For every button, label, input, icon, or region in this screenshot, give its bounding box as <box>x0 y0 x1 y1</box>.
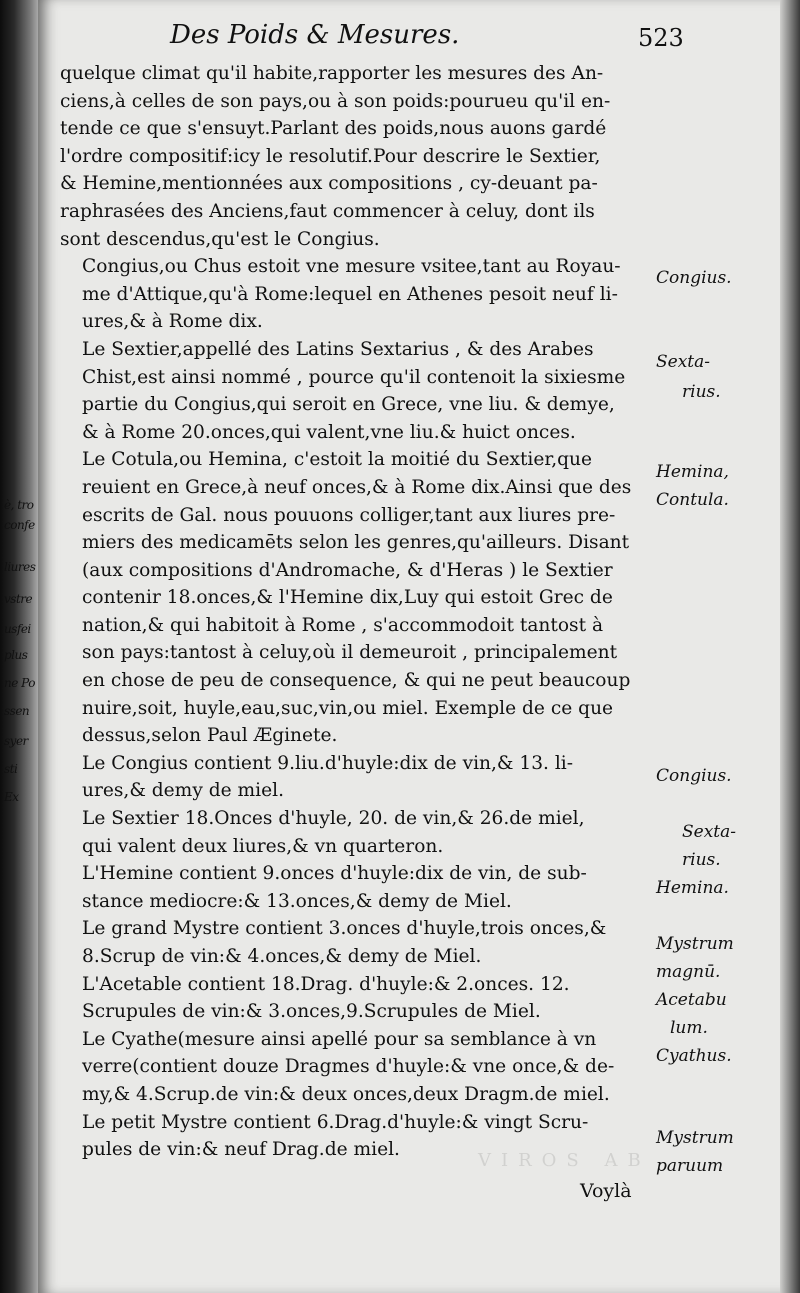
facing-page-fragment: usfei <box>4 622 31 636</box>
text-line: ciens,à celles de son pays,ou à son poids:pourueu qu'il en- <box>60 90 611 112</box>
running-head: Des Poids & Mesures. <box>170 20 460 50</box>
paragraph <box>60 336 670 446</box>
paragraph <box>60 60 670 253</box>
text-line: L'Acetable contient 18.Drag. d'huyle:& 2.onces. 12. <box>82 973 570 995</box>
facing-page-fragment: sti <box>4 762 18 776</box>
show-through-text: VIROS AB <box>478 1150 651 1171</box>
paragraph <box>60 253 670 336</box>
margin-note: Contula. <box>656 490 729 510</box>
text-line: quelque climat qu'il habite,rapporter les mesures des An- <box>60 63 604 84</box>
margin-note: Congius. <box>656 268 732 288</box>
text-line: son pays:tantost à celuy,où il demeuroit , principalement <box>82 642 618 664</box>
paragraph <box>60 1109 670 1164</box>
margin-note: Sexta- <box>682 822 737 842</box>
facing-page-fragment: syer <box>4 734 28 748</box>
text-line: reuient en Grece,à neuf onces,& à Rome dix.Ainsi que des <box>82 476 632 498</box>
margin-note: Cyathus. <box>656 1046 732 1066</box>
paragraph <box>60 446 670 750</box>
paragraph <box>60 860 670 915</box>
margin-note: paruum <box>656 1156 724 1176</box>
text-line: Le Sextier,appellé des Latins Sextarius , & des Arabes <box>82 338 594 360</box>
facing-page-fragment: è, tro <box>4 498 34 512</box>
text-line: Scrupules de vin:& 3.onces,9.Scrupules de Miel. <box>82 1001 541 1023</box>
text-line: sont descendus,qu'est le Congius. <box>60 228 380 250</box>
margin-note: Acetabu <box>656 990 727 1010</box>
text-line: Le Sextier 18.Onces d'huyle, 20. de vin,& 26.de miel, <box>82 808 585 830</box>
margin-note: Mystrum <box>656 934 734 954</box>
text-line: (aux compositions d'Andromache, & d'Heras ) le Sextier <box>82 559 613 581</box>
paragraph <box>60 1026 670 1109</box>
page-fore-edge <box>780 0 800 1293</box>
paragraph <box>60 971 670 1026</box>
text-line: stance mediocre:& 13.onces,& demy de Miel. <box>82 890 512 912</box>
margin-note: Mystrum <box>656 1128 734 1148</box>
text-line: qui valent deux liures,& vn quarteron. <box>82 835 444 857</box>
text-line: Congius,ou Chus estoit vne mesure vsitee,tant au Royau- <box>82 256 621 278</box>
facing-page-fragment: confe <box>4 518 35 532</box>
page <box>38 0 780 1293</box>
text-line: ures,& demy de miel. <box>82 780 284 802</box>
paragraph <box>60 915 670 970</box>
text-line: Chist,est ainsi nommé , pource qu'il contenoit la sixiesme <box>82 366 626 388</box>
text-line: Le Congius contient 9.liu.d'huyle:dix de vin,& 13. li- <box>82 752 574 774</box>
text-line: me d'Attique,qu'à Rome:lequel en Athenes pesoit neuf li- <box>82 283 618 305</box>
margin-note: lum. <box>670 1018 708 1038</box>
text-line: Le petit Mystre contient 6.Drag.d'huyle:& vingt Scru- <box>82 1111 589 1133</box>
text-line: verre(contient douze Dragmes d'huyle:& vne once,& de- <box>82 1056 615 1078</box>
text-line: Le Cyathe(mesure ainsi apellé pour sa semblance à vn <box>82 1028 597 1050</box>
text-line: ures,& à Rome dix. <box>82 311 263 333</box>
text-line: pules de vin:& neuf Drag.de miel. <box>82 1139 400 1161</box>
facing-page-fragment: Ex <box>4 790 19 804</box>
text-line: my,& 4.Scrup.de vin:& deux onces,deux Dragm.de miel. <box>82 1083 610 1105</box>
body-text <box>60 60 670 1164</box>
paragraph <box>60 750 670 805</box>
text-line: & Hemine,mentionnées aux compositions , cy-deuant pa- <box>60 173 598 195</box>
facing-page-fragment: ssen <box>4 704 30 718</box>
text-line: contenir 18.onces,& l'Hemine dix,Luy qui estoit Grec de <box>82 587 613 609</box>
facing-page-edge <box>0 0 40 1293</box>
facing-page-fragment: plus <box>4 648 28 662</box>
text-line: escrits de Gal. nous pouuons colliger,tant aux liures pre- <box>82 504 616 526</box>
text-line: dessus,selon Paul Æginete. <box>82 725 338 747</box>
page-number: 523 <box>638 24 684 52</box>
facing-page-fragment: vstre <box>4 592 33 606</box>
text-line: & à Rome 20.onces,qui valent,vne liu.& huict onces. <box>82 421 576 443</box>
paragraph <box>60 805 670 860</box>
text-line: en chose de peu de consequence, & qui ne peut beaucoup <box>82 670 631 692</box>
text-line: Le Cotula,ou Hemina, c'estoit la moitié du Sextier,que <box>82 449 593 471</box>
text-line: 8.Scrup de vin:& 4.onces,& demy de Miel. <box>82 946 482 967</box>
text-line: L'Hemine contient 9.onces d'huyle:dix de vin, de sub- <box>82 863 587 885</box>
margin-note: Congius. <box>656 766 732 786</box>
text-line: partie du Congius,qui seroit en Grece, vne liu. & demye, <box>82 394 615 416</box>
text-line: l'ordre compositif:icy le resolutif.Pour descrire le Sextier, <box>60 145 601 167</box>
margin-note: rius. <box>682 850 721 870</box>
catchword: Voylà <box>580 1180 632 1202</box>
text-line: nation,& qui habitoit à Rome , s'accommodoit tantost à <box>82 614 604 636</box>
text-line: nuire,soit, huyle,eau,suc,vin,ou miel. Exemple de ce que <box>82 697 614 719</box>
margin-note: rius. <box>682 382 721 402</box>
text-line: miers des medicamēts selon les genres,qu'ailleurs. Disant <box>82 532 630 554</box>
text-line: raphrasées des Anciens,faut commencer à celuy, dont ils <box>60 200 595 222</box>
margin-note: Hemina. <box>656 878 729 898</box>
margin-note: magnū. <box>656 962 721 982</box>
margin-note: Sexta- <box>656 352 711 372</box>
text-line: tende ce que s'ensuyt.Parlant des poids,nous auons gardé <box>60 118 607 140</box>
facing-page-fragment: ne Po <box>4 676 35 690</box>
text-line: Le grand Mystre contient 3.onces d'huyle,trois onces,& <box>82 918 607 940</box>
margin-note: Hemina, <box>656 462 729 482</box>
facing-page-fragment: liures <box>4 560 36 574</box>
